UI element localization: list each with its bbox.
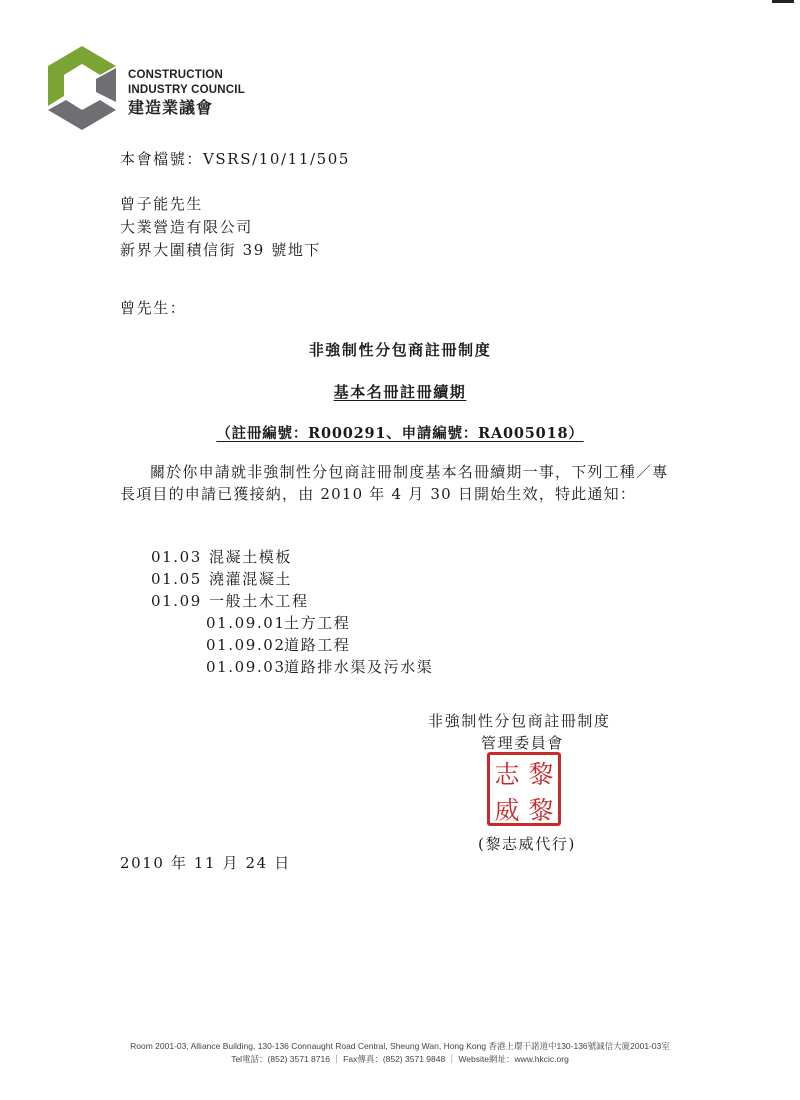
signature-org-line2: 管理委員會 xyxy=(481,734,565,752)
recipient-address: 新界大圍積信街 39 號地下 xyxy=(120,241,322,259)
sub-trade-item xyxy=(206,634,350,655)
sub-trade-name: 土方工程 xyxy=(284,614,351,632)
sub-trade-code: 01.09.02 xyxy=(206,636,286,654)
registration-numbers: （註冊編號：R000291、申請編號：RA005018） xyxy=(216,425,584,442)
trade-name: 一般土木工程 xyxy=(209,592,309,610)
letter-date: 2010 年 11 月 24 日 xyxy=(120,854,291,872)
footer-address: Room 2001-03, Alliance Building, 130-136 Connaught Road Central, Sheung Wan, Hong Kong 香港上環干諾道中130-136號誠信大廈2001-03室 xyxy=(130,1041,670,1051)
trade-name: 澆灌混凝土 xyxy=(209,570,293,588)
trade-code: 01.03 xyxy=(151,548,202,566)
reference-number: 本會檔號：VSRS/10/11/505 xyxy=(120,150,351,168)
signatory: (黎志威代行) xyxy=(478,835,576,853)
recipient-company: 大業營造有限公司 xyxy=(120,218,253,236)
org-name-en-line1: CONSTRUCTION xyxy=(128,69,224,81)
sub-trade-name: 道路工程 xyxy=(284,636,351,654)
body-paragraph: 關於你申請就非強制性分包商註冊制度基本名冊續期一事，下列工種／專長項目的申請已獲接納，由 2010 年 4 月 30 日開始生效，特此通知： xyxy=(120,463,669,503)
signature-org-line1: 非強制性分包商註冊制度 xyxy=(428,712,611,730)
cic-logo xyxy=(44,44,116,142)
scheme-title: 非強制性分包商註冊制度 xyxy=(308,341,492,359)
trade-item xyxy=(151,590,309,611)
seal-character: 黎 xyxy=(528,796,554,825)
sub-trade-name: 道路排水渠及污水渠 xyxy=(284,658,434,676)
salutation: 曾先生： xyxy=(120,299,187,317)
trade-item xyxy=(151,568,292,589)
trade-code: 01.05 xyxy=(151,570,202,588)
seal-character: 志 xyxy=(494,760,520,789)
trade-name: 混凝土模板 xyxy=(209,548,293,566)
org-name-en-line2: INDUSTRY COUNCIL xyxy=(128,84,245,96)
seal-character: 威 xyxy=(494,796,520,825)
official-seal xyxy=(487,752,561,826)
org-name xyxy=(128,68,245,120)
trade-item xyxy=(151,546,292,567)
sub-trade-code: 01.09.03 xyxy=(206,658,286,676)
sub-trade-code: 01.09.01 xyxy=(206,614,286,632)
org-name-zh: 建造業議會 xyxy=(128,100,214,117)
sub-trade-item xyxy=(206,656,433,677)
seal-character: 黎 xyxy=(528,760,554,789)
footer-contact: Tel電話：(852) 3571 8716 ｜ Fax傳真：(852) 3571 9848 ｜ Website網址：www.hkcic.org xyxy=(231,1054,569,1064)
trade-code: 01.09 xyxy=(151,592,202,610)
subject-title: 基本名冊註冊續期 xyxy=(333,383,467,401)
sub-trade-item xyxy=(206,612,350,633)
scan-mark xyxy=(772,0,794,3)
recipient-name: 曾子能先生 xyxy=(120,195,204,213)
